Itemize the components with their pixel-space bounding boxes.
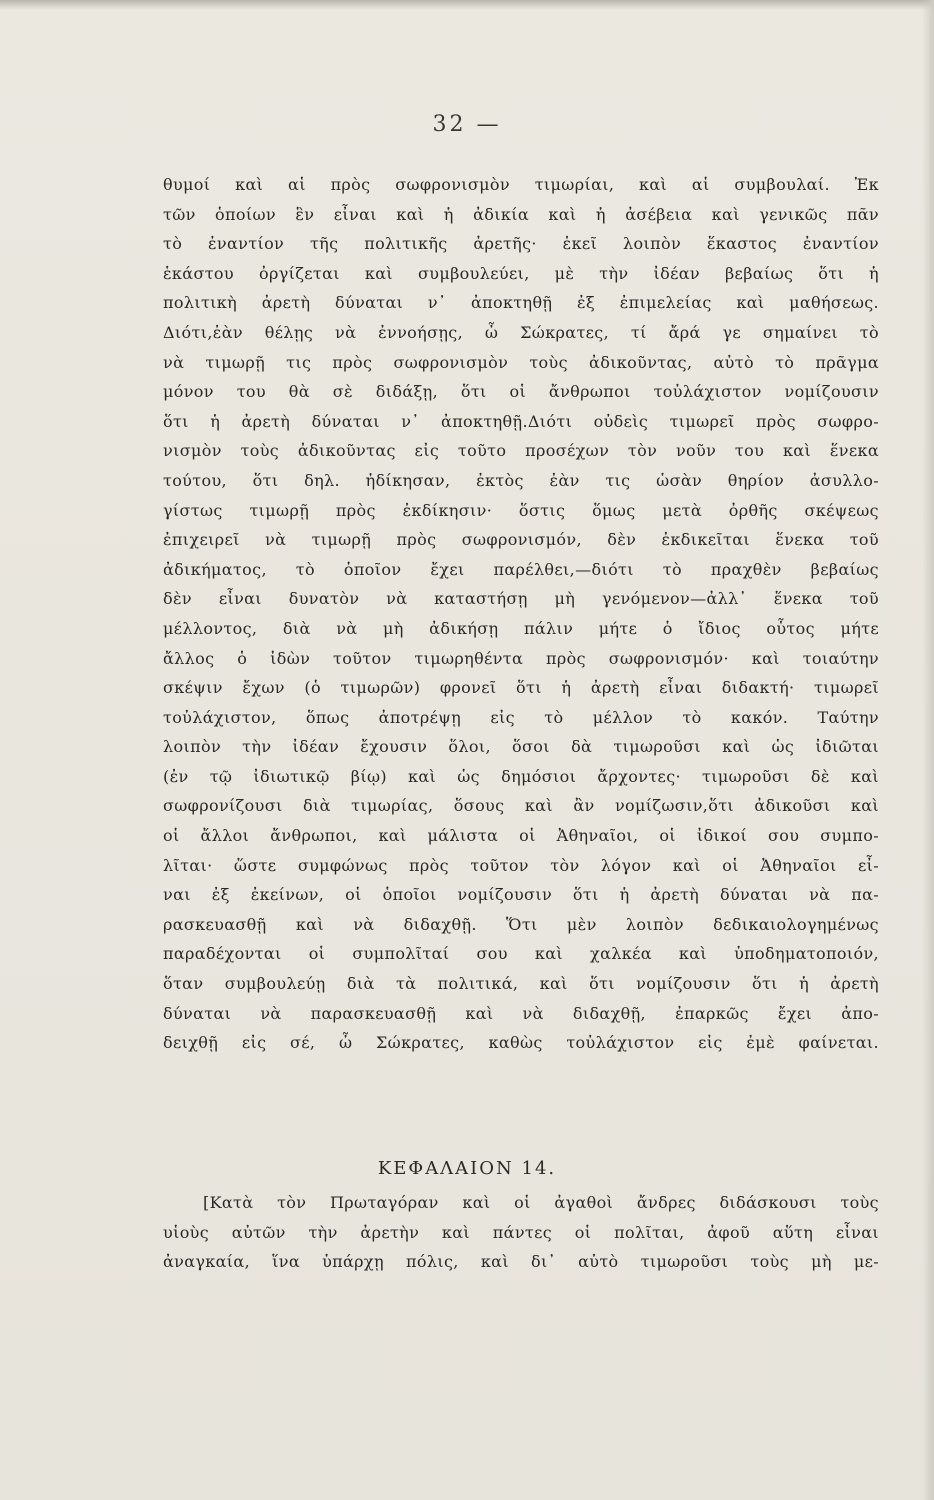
text-line: τὸ ἐναντίον τῆς πολιτικῆς ἀρετῆς· ἐκεῖ λοιπὸν ἕκαστος ἐναντίον [163,234,879,254]
text-line: ἀναγκαία, ἵνα ὑπάρχῃ πόλις, καὶ δι᾽ αὐτὸ τιμωροῦσι τοὺς μὴ με- [163,1252,879,1272]
text-line: ἀδικήματος, τὸ ὁποῖον ἔχει παρέλθει,—διότι τὸ πραχθὲν βεβαίως [163,559,879,579]
text-line: ὅτι ἡ ἀρετὴ δύναται ν᾽ ἀποκτηθῇ.Διότι οὐδεὶς τιμωρεῖ πρὸς σωφρο- [163,411,879,431]
page-number: 32 — [432,112,502,137]
text-line: σκέψιν ἔχων (ὁ τιμωρῶν) φρονεῖ ὅτι ἡ ἀρετὴ εἶναι διδακτή· τιμωρεῖ [163,678,879,698]
text-line: νὰ τιμωρῇ τις πρὸς σωφρονισμὸν τοὺς ἀδικοῦντας, αὐτὸ τὸ πρᾶγμα [163,352,879,372]
text-line: ἄλλος ὁ ἰδὼν τοῦτον τιμωρηθέντα πρὸς σωφρονισμόν· καὶ τοιαύτην [163,648,879,668]
text-line: ναι ἐξ ἐκείνων, οἱ ὁποῖοι νομίζουσιν ὅτι ἡ ἀρετὴ δύναται νὰ πα- [163,885,879,905]
text-line: τῶν ὁποίων ἓν εἶναι καὶ ἡ ἀδικία καὶ ἡ ἀσέβεια καὶ γενικῶς πᾶν [163,204,879,224]
text-line: τοὐλάχιστον, ὅπως ἀποτρέψῃ εἰς τὸ μέλλον τὸ κακόν. Ταύτην [163,707,879,727]
text-line: μόνον του θὰ σὲ διδάξῃ, ὅτι οἱ ἄνθρωποι τοὐλάχιστον νομίζουσιν [163,382,879,402]
text-line: (ἐν τῷ ἰδιωτικῷ βίῳ) καὶ ὡς δημόσιοι ἄρχοντες· τιμωροῦσι δὲ καὶ [163,766,879,786]
body-paragraph [163,170,879,1087]
text-line: ὅταν συμβουλεύῃ διὰ τὰ πολιτικά, καὶ ὅτι νομίζουσιν ὅτι ἡ ἀρετὴ [163,974,879,994]
text-line: λοιπὸν τὴν ἰδέαν ἔχουσιν ὅλοι, ὅσοι δὰ τιμωροῦσι καὶ ὡς ἰδιῶται [163,737,879,757]
text-line [163,1058,879,1088]
text-line: λῖται· ὥστε συμφώνως πρὸς τοῦτον τὸν λόγον καὶ οἱ Ἀθηναῖοι εἶ- [163,855,879,875]
text-line: θυμοί καὶ αἱ πρὸς σωφρονισμὸν τιμωρίαι, καὶ αἱ συμβουλαί. Ἐκ [163,175,879,194]
chapter-heading: ΚΕΦΑΛΑΙΟΝ 14. [377,1158,557,1179]
text-line: δύναται νὰ παρασκευασθῇ καὶ νὰ διδαχθῇ, ἐπαρκῶς ἔχει ἀπο- [163,1003,879,1023]
text-line: ρασκευασθῇ καὶ νὰ διδαχθῇ. Ὅτι μὲν λοιπὸν δεδικαιολογημένως [163,914,879,934]
text-line: νισμὸν τοὺς ἀδικοῦντας εἰς τοῦτο προσέχων τὸν νοῦν του καὶ ἕνεκα [163,441,879,461]
text-line: πολιτικὴ ἀρετὴ δύναται ν᾽ ἀποκτηθῇ ἐξ ἐπιμελείας καὶ μαθήσεως. [163,293,879,313]
text-line: τούτου, ὅτι δηλ. ἠδίκησαν, ἐκτὸς ἐὰν τις ὡσὰν θηρίον ἀσυλλο- [163,470,879,490]
text-line: ἑκάστου ὀργίζεται καὶ συμβουλεύει, μὲ τὴν ἰδέαν βεβαίως ὅτι ἡ [163,263,879,283]
text-line: γίστως τιμωρῇ πρὸς ἐκδίκησιν· ὅστις ὅμως μετὰ ὀρθῆς σκέψεως [163,500,879,520]
text-line: Διότι,ἐὰν θέλῃς νὰ ἐννοήσῃς, ὦ Σώκρατες, τί ἄρά γε σημαίνει τὸ [163,322,879,342]
text-line: σωφρονίζουσι διὰ τιμωρίας, ὅσους καὶ ἂν νομίζωσιν,ὅτι ἀδικοῦσι καὶ [163,796,879,816]
text-line: παραδέχονται οἱ συμπολῖταί σου καὶ χαλκέα καὶ ὑποδηματοποιόν, [163,944,879,964]
text-line: ἐπιχειρεῖ νὰ τιμωρῇ πρὸς σωφρονισμόν, δὲν ἐκδικεῖται ἕνεκα τοῦ [163,530,879,550]
page-top-edge-shadow [0,0,934,10]
text-line: δὲν εἶναι δυνατὸν νὰ καταστήσῃ μὴ γενόμενον—ἀλλ᾽ ἕνεκα τοῦ [163,589,879,609]
text-line: [Κατὰ τὸν Πρωταγόραν καὶ οἱ ἀγαθοὶ ἄνδρες διδάσκουσι τοὺς [203,1193,879,1212]
text-line: υἱοὺς αὐτῶν τὴν ἀρετὴν καὶ πάντες οἱ πολῖται, ἀφοῦ αὕτη εἶναι [163,1222,879,1242]
chapter-summary [163,1188,879,1277]
text-line: δειχθῇ εἰς σέ, ὦ Σώκρατες, καθὼς τοὐλάχιστον εἰς ἐμὲ φαίνεται. [163,1033,879,1053]
text-line: οἱ ἄλλοι ἄνθρωποι, καὶ μάλιστα οἱ Ἀθηναῖοι, οἱ ἰδικοί σου συμπο- [163,826,879,846]
page-right-edge-shadow [922,0,934,1500]
text-line: μέλλοντος, διὰ νὰ μὴ ἀδικήσῃ πάλιν μήτε ὁ ἴδιος οὗτος μήτε [163,618,879,638]
